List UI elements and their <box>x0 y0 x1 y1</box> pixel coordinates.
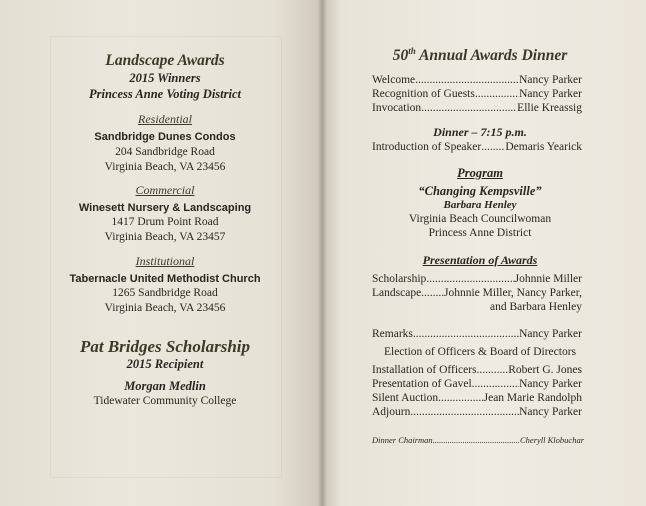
election-line: Election of Officers & Board of Directors <box>383 346 577 358</box>
commercial-winner: Winesett Nursery & Landscaping <box>78 202 252 214</box>
talk-title: “Changing Kempsville” <box>418 184 542 198</box>
program-row-adjourn: Adjourn ..... Nancy Parker <box>372 406 582 419</box>
residential-city: Virginia Beach, VA 23456 <box>104 161 226 173</box>
program-row-gavel: Presentation of Gavel ..... Nancy Parker <box>372 378 582 391</box>
program-row-auction: Silent Auction ..... Jean Marie Randolph <box>372 392 582 405</box>
landscape-heading: Landscape Awards <box>105 52 225 69</box>
section-residential-label: Residential <box>138 112 192 126</box>
dinner-chairman-row: Dinner Chairman ..... Cheryll Klobuchar <box>372 434 584 447</box>
section-commercial-label: Commercial <box>135 183 195 197</box>
scholarship-heading: Pat Bridges Scholarship <box>79 337 251 356</box>
program-row-invocation: Invocation ..... Ellie Kreassig <box>372 102 582 115</box>
section-institutional-label: Institutional <box>135 254 195 268</box>
program-heading: Program <box>457 166 503 180</box>
program-row-installation: Installation of Officers ..... Robert G. Jones <box>372 364 582 377</box>
speaker-role: Virginia Beach Councilwoman <box>408 213 552 225</box>
residential-winner: Sandbridge Dunes Condos <box>94 131 236 143</box>
institutional-city: Virginia Beach, VA 23456 <box>104 302 226 314</box>
speaker-district: Princess Anne District <box>428 227 532 239</box>
institutional-address: 1265 Sandbridge Road <box>112 287 218 299</box>
award-row-landscape: Landscape ..... Johnnie Miller, Nancy Parker, <box>372 287 582 300</box>
scholarship-school: Tidewater Community College <box>93 395 237 407</box>
district-label: Princess Anne Voting District <box>89 87 241 101</box>
award-row-scholarship: Scholarship ..... Johnnie Miller <box>372 273 582 286</box>
commercial-city: Virginia Beach, VA 23457 <box>104 231 226 243</box>
program-row-remarks: Remarks ..... Nancy Parker <box>372 328 582 341</box>
scholarship-year: 2015 Recipient <box>126 357 204 371</box>
program-title: 50th Annual Awards Dinner <box>392 46 568 65</box>
institutional-winner: Tabernacle United Methodist Church <box>69 273 261 285</box>
award-row-landscape-cont: and Barbara Henley <box>490 301 582 313</box>
scholarship-recipient: Morgan Medlin <box>124 379 206 393</box>
speaker-name: Barbara Henley <box>443 199 517 211</box>
dinner-time: Dinner – 7:15 p.m. <box>433 125 527 139</box>
program-row-introduction: Introduction of Speaker ..... Demaris Yearick <box>372 141 582 154</box>
awards-heading: Presentation of Awards <box>422 253 538 267</box>
commercial-address: 1417 Drum Point Road <box>111 216 219 228</box>
residential-address: 204 Sandbridge Road <box>115 146 215 158</box>
program-row-welcome: Welcome ..... Nancy Parker <box>372 74 582 87</box>
winners-label: 2015 Winners <box>129 71 201 85</box>
page-fold <box>318 0 326 506</box>
program-row-recognition: Recognition of Guests ..... Nancy Parker <box>372 88 582 101</box>
